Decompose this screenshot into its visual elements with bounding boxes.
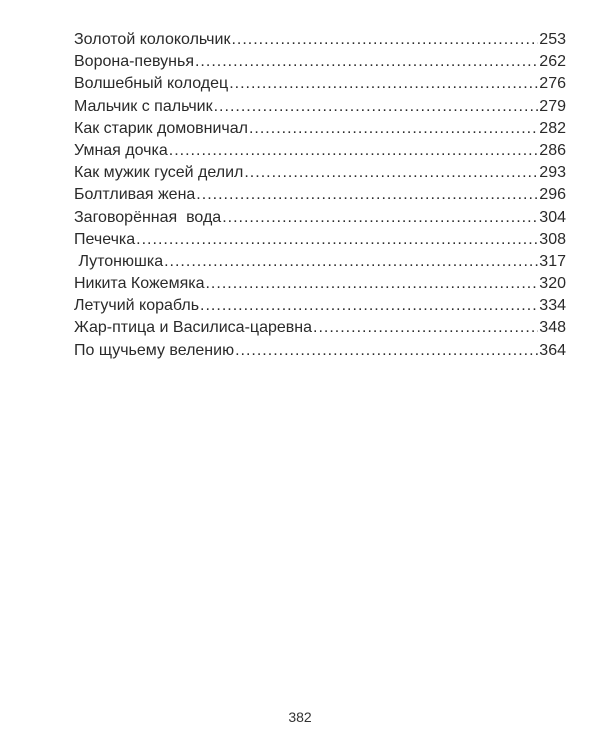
- toc-entry-title: Золотой колокольчик: [74, 31, 231, 48]
- toc-entry-page: 320: [539, 275, 566, 293]
- toc-entry: [74, 29, 566, 51]
- toc-entry-page: 334: [539, 297, 566, 315]
- toc-entry-page: 279: [539, 97, 566, 115]
- toc-entry: [74, 273, 566, 295]
- toc-entry-title: Как старик домовничал: [74, 119, 248, 137]
- toc-entry-page: 304: [539, 208, 566, 226]
- toc-dot-leader: [214, 96, 539, 118]
- toc-dot-leader: [231, 29, 538, 51]
- toc-entry-page: 262: [539, 53, 566, 71]
- toc-entry-title: Заговорённая вода: [74, 208, 222, 226]
- toc-entry-page: 276: [539, 75, 566, 93]
- toc-entry: [74, 184, 566, 206]
- toc-entry-page: 348: [539, 319, 566, 337]
- toc-entry-title: Болтливая жена: [74, 186, 196, 204]
- toc-dot-leader: [164, 251, 538, 273]
- toc-entry-title: Жар-птица и Василиса-царевна: [74, 319, 312, 337]
- toc-entry: [74, 73, 566, 95]
- toc-entry-title: Лутонюшка: [74, 252, 164, 270]
- toc-entry-title: Мальчик с пальчик: [74, 97, 213, 115]
- toc-entry: [74, 96, 566, 118]
- toc-entry: [74, 340, 566, 362]
- toc-dot-leader: [169, 140, 539, 162]
- toc-entry-page: 317: [539, 252, 566, 270]
- toc-entry: [74, 295, 566, 317]
- table-of-contents: [74, 29, 566, 362]
- toc-entry: [74, 317, 566, 339]
- toc-entry-title: Волшебный колодец: [74, 75, 229, 93]
- toc-entry: [74, 118, 566, 140]
- toc-entry-title: Никита Кожемяка: [74, 275, 205, 293]
- toc-dot-leader: [136, 229, 538, 251]
- toc-dot-leader: [249, 118, 538, 140]
- toc-dot-leader: [313, 317, 538, 339]
- toc-entry: [74, 207, 566, 229]
- toc-entry-page: 296: [539, 186, 566, 204]
- toc-dot-leader: [200, 295, 538, 317]
- toc-dot-leader: [229, 73, 538, 95]
- toc-entry-page: 293: [539, 164, 566, 182]
- toc-entry-title: Ворона-певунья: [74, 53, 194, 71]
- toc-entry-title: Как мужик гусей делил: [74, 164, 244, 182]
- toc-entry: [74, 162, 566, 184]
- toc-entry-page: 282: [539, 119, 566, 137]
- toc-entry: [74, 229, 566, 251]
- toc-dot-leader: [222, 207, 538, 229]
- toc-entry-page: 364: [539, 341, 566, 359]
- toc-dot-leader: [196, 184, 538, 206]
- toc-dot-leader: [244, 162, 538, 184]
- toc-entry-page: 286: [539, 141, 566, 159]
- page-number: 382: [288, 709, 312, 725]
- toc-dot-leader: [205, 273, 538, 295]
- toc-entry-page: 253: [539, 31, 566, 48]
- toc-entry-title: Летучий корабль: [74, 297, 200, 315]
- toc-entry: [74, 140, 566, 162]
- toc-dot-leader: [195, 51, 538, 73]
- toc-entry: [74, 51, 566, 73]
- toc-entry-page: 308: [539, 230, 566, 248]
- toc-entry: [74, 251, 566, 273]
- toc-entry-title: Умная дочка: [74, 141, 168, 159]
- toc-entry-title: Печечка: [74, 230, 136, 248]
- toc-entry-title: По щучьему велению: [74, 341, 235, 359]
- toc-dot-leader: [235, 340, 538, 362]
